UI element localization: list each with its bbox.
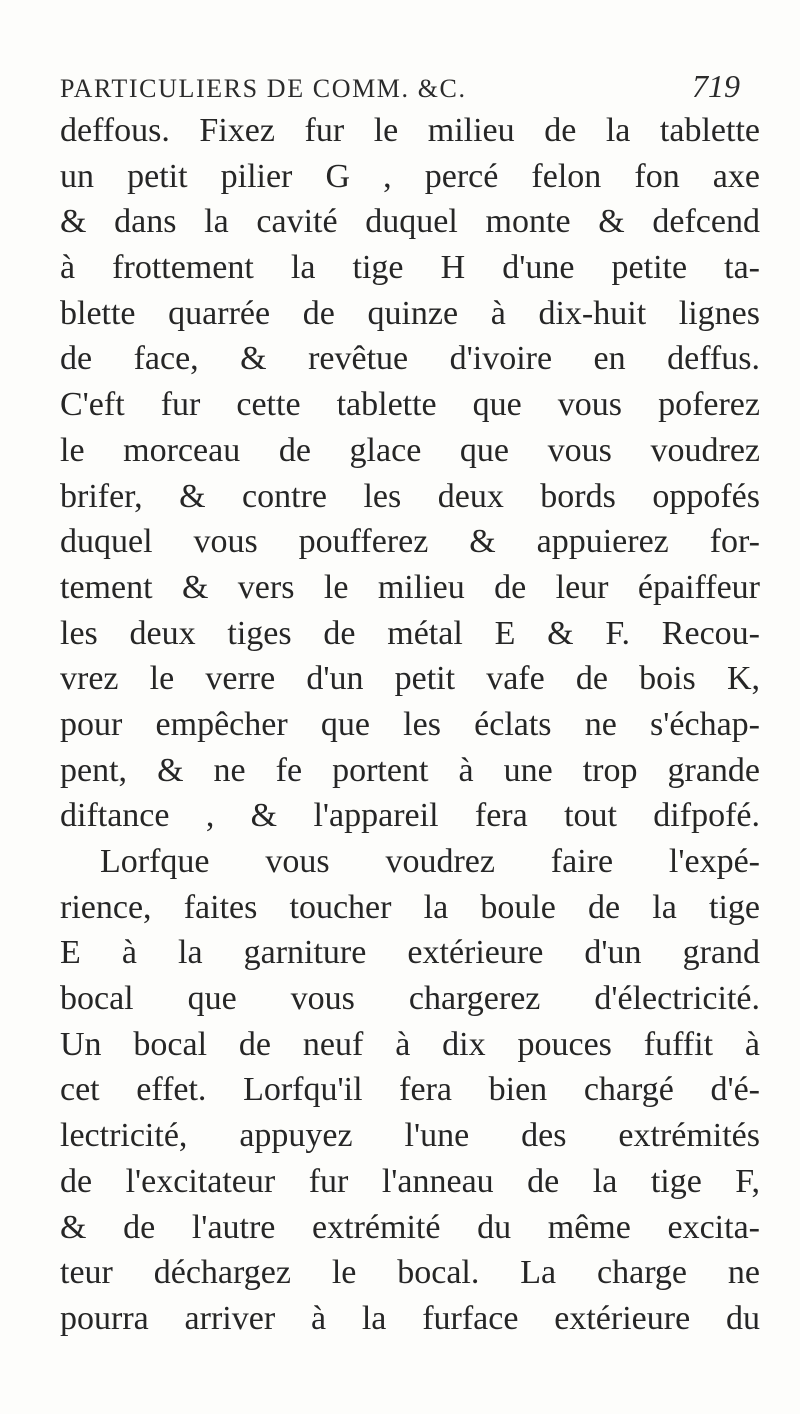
text-line: teur déchargez le bocal. La charge ne (60, 1254, 760, 1292)
text-line: pent, & ne fe portent à une trop grande (60, 751, 760, 789)
text-line: bocal que vous chargerez d'électricité. (60, 980, 760, 1018)
text-line: le morceau de glace que vous voudrez (60, 431, 760, 469)
text-line: vrez le verre d'un petit vafe de bois K, (60, 660, 760, 698)
text-line: pour empêcher que les éclats ne s'échap- (60, 705, 760, 743)
text-line: un petit pilier G , percé felon fon axe (60, 157, 760, 195)
page-number: 719 (692, 68, 740, 104)
body-text (60, 108, 760, 1342)
text-line: C'eft fur cette tablette que vous poferez (60, 386, 760, 424)
text-line: Un bocal de neuf à dix pouces fuffit à (60, 1025, 760, 1063)
text-line: blette quarrée de quinze à dix-huit lignes (60, 294, 760, 332)
text-line: diftance , & l'appareil fera tout difpofé. (60, 797, 760, 835)
text-line: deffous. Fixez fur le milieu de la tablette (60, 112, 760, 149)
text-line: à frottement la tige H d'une petite ta- (60, 249, 760, 287)
text-line: tement & vers le milieu de leur épaiffeur (60, 568, 760, 606)
text-line: & de l'autre extrémité du même excita- (60, 1208, 760, 1246)
text-line: E à la garniture extérieure d'un grand (60, 934, 760, 972)
text-line: pourra arriver à la furface extérieure du (60, 1299, 760, 1337)
text-line: lectricité, appuyez l'une des extrémités (60, 1117, 760, 1155)
text-line: de l'excitateur fur l'anneau de la tige F, (60, 1162, 760, 1200)
text-line-paragraph-start: Lorfque vous voudrez faire l'expé- (100, 843, 760, 880)
text-line: de face, & revêtue d'ivoire en deffus. (60, 340, 760, 378)
text-line: brifer, & contre les deux bords oppofés (60, 477, 760, 515)
running-head (60, 68, 740, 112)
text-line: les deux tiges de métal E & F. Recou- (60, 614, 760, 652)
text-line: rience, faites toucher la boule de la tige (60, 888, 760, 926)
text-line: cet effet. Lorfqu'il fera bien chargé d'é- (60, 1071, 760, 1109)
text-line: duquel vous poufferez & appuierez for- (60, 523, 760, 561)
text-line: & dans la cavité duquel monte & defcend (60, 203, 760, 241)
running-title: PARTICULIERS DE COMM. &C. (60, 74, 467, 103)
